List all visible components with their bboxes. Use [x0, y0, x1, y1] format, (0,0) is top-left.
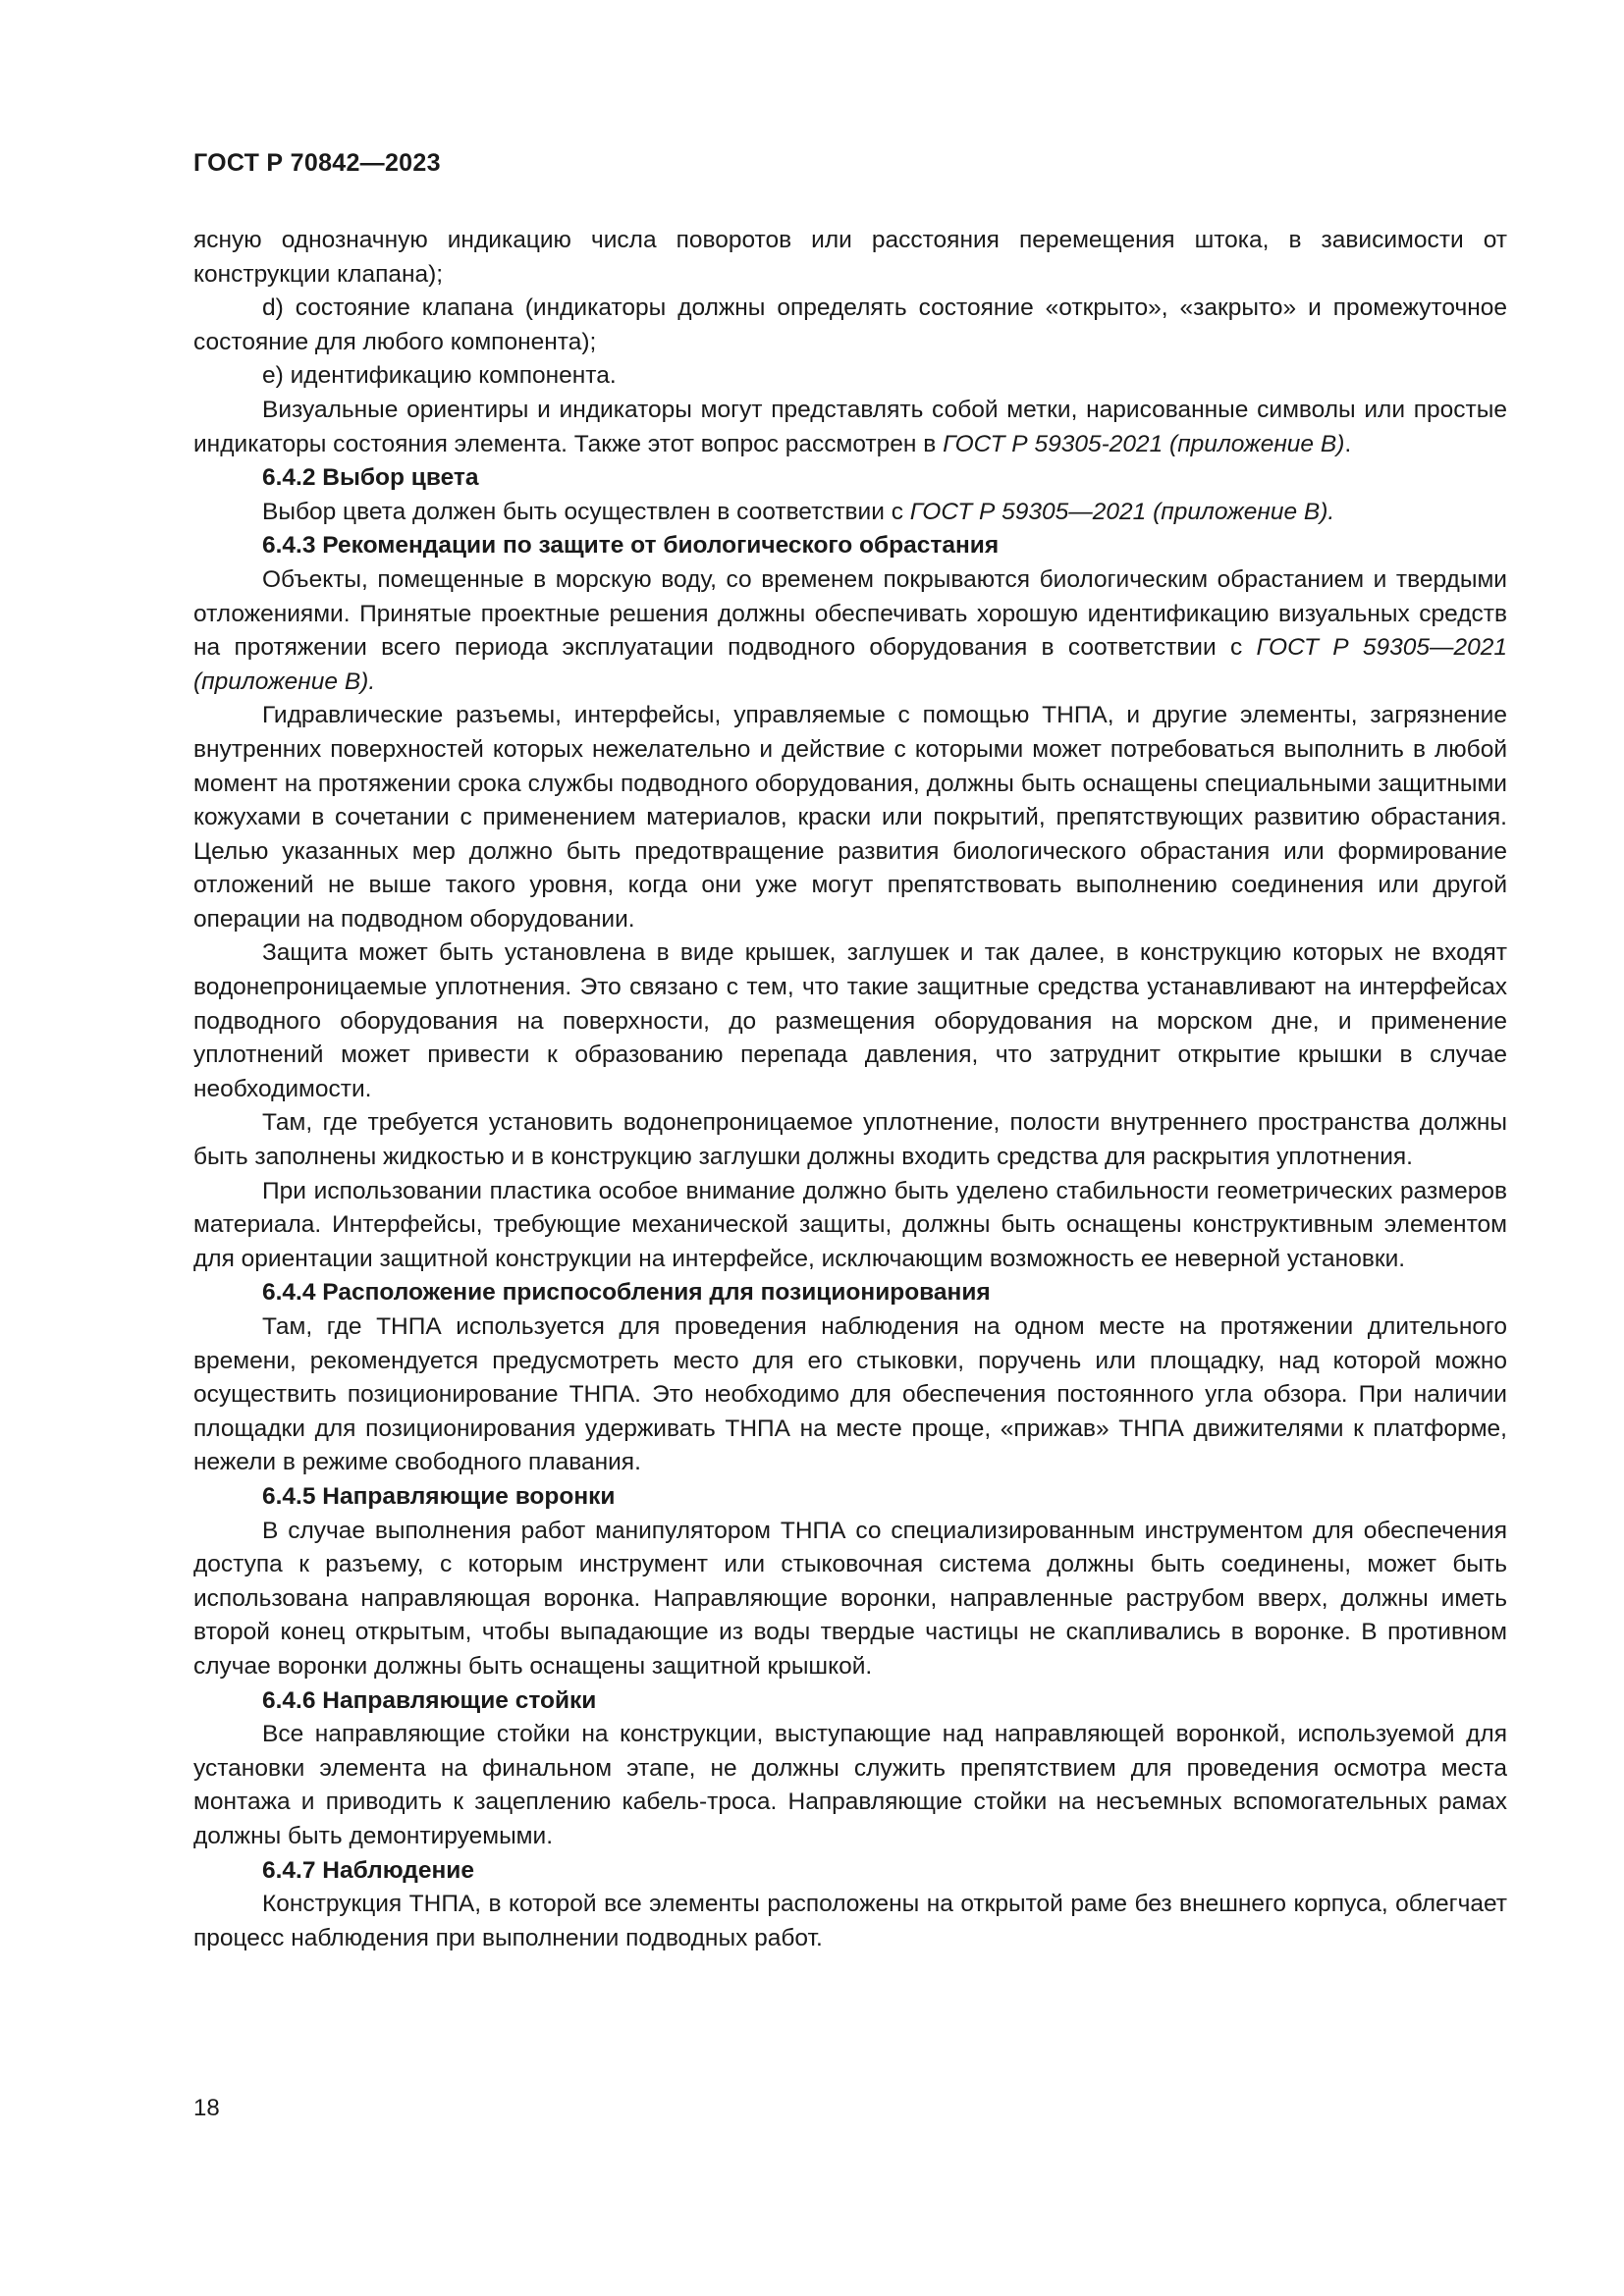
paragraph: Конструкция ТНПА, в которой все элементы расположены на открытой раме без внешнего корпуса, облегчает процесс наблюдения при выполнении подводных работ.: [193, 1891, 1507, 1951]
paragraph-text: .: [1344, 430, 1352, 457]
paragraph: [193, 496, 1507, 530]
paragraph-text: Визуальные ориентиры и индикаторы могут представлять собой метки, нарисованные символы или простые индикаторы состояния элемента. Также этот вопрос рассмотрен в: [193, 396, 1507, 457]
paragraph: Там, где требуется установить водонепроницаемое уплотнение, полости внутреннего пространства должны быть заполнены жидкостью и в конструкцию заглушки должны входить средства для раскрытия уплотнения.: [193, 1109, 1507, 1171]
section-heading-6-4-4: 6.4.4 Расположение приспособления для позиционирования: [262, 1279, 991, 1307]
standard-code-header: ГОСТ Р 70842—2023: [193, 149, 441, 177]
standard-reference: ГОСТ Р 59305-2021 (приложение В): [943, 430, 1345, 457]
paragraph: [193, 563, 1507, 699]
paragraph: В случае выполнения работ манипулятором ТНПА со специализированным инструментом для обеспечения доступа к разъему, с которым инструмент или стыковочная система должны быть соединены, может быть использована направляющая воронка. Направляющие воронки, направленные раструбом вверх, должны иметь второй конец открытым, чтобы выпадающие из воды твердые частицы не скапливались в воронке. В противном случае воронки должны быть оснащены защитной крышкой.: [193, 1517, 1507, 1680]
section-heading-6-4-7: 6.4.7 Наблюдение: [262, 1856, 474, 1884]
paragraph: При использовании пластика особое внимание должно быть уделено стабильности геометрических размеров материала. Интерфейсы, требующие механической защиты, должны быть оснащены конструктивным элементом для ориентации защитной конструкции на интерфейсе, исключающим возможность ее неверной установки.: [193, 1177, 1507, 1272]
list-item-d: d) состояние клапана (индикаторы должны определять состояние «открыто», «закрыто» и промежуточное состояние для любого компонента);: [193, 294, 1507, 355]
section-heading-6-4-2: 6.4.2 Выбор цвета: [262, 464, 479, 492]
list-item-e: e) идентификацию компонента.: [262, 362, 617, 390]
section-heading-6-4-6: 6.4.6 Направляющие стойки: [262, 1686, 597, 1714]
paragraph-text: Объекты, помещенные в морскую воду, со временем покрываются биологическим обрастанием и твердыми отложениями. Принятые проектные решения должны обеспечивать хорошую идентификацию визуальных средств на протяжении всего периода эксплуатации подводного оборудования в соответствии с: [193, 565, 1507, 662]
paragraph-text: Выбор цвета должен быть осуществлен в соответствии с: [262, 498, 910, 525]
page-number: 18: [193, 2095, 220, 2121]
document-body: [193, 224, 1507, 1955]
paragraph: [193, 394, 1507, 461]
standard-reference: ГОСТ Р 59305—2021 (приложение В).: [909, 498, 1335, 525]
paragraph: Все направляющие стойки на конструкции, выступающие над направляющей воронкой, используемой для установки элемента на финальном этапе, не должны служить препятствием для проведения осмотра места монтажа и приводить к зацеплению кабель-троса. Направляющие стойки на несъемных вспомогательных рамах должны быть демонтируемыми.: [193, 1721, 1507, 1849]
section-heading-6-4-3: 6.4.3 Рекомендации по защите от биологического обрастания: [262, 532, 1000, 560]
standard-reference: ГОСТ Р 59305—2021 (приложение В).: [193, 634, 1507, 695]
paragraph: ясную однозначную индикацию числа поворотов или расстояния перемещения штока, в зависимости от конструкции клапана);: [193, 227, 1507, 288]
paragraph: Там, где ТНПА используется для проведения наблюдения на одном месте на протяжении длительного времени, рекомендуется предусмотреть место для его стыковки, поручень или площадку, над которой можно осуществить позиционирование ТНПА. Это необходимо для обеспечения постоянного угла обзора. При наличии площадки для позиционирования удерживать ТНПА на месте проще, «прижав» ТНПА движителями к платформе, нежели в режиме свободного плавания.: [193, 1313, 1507, 1476]
paragraph: Гидравлические разъемы, интерфейсы, управляемые с помощью ТНПА, и другие элементы, загрязнение внутренних поверхностей которых нежелательно и действие с которыми может потребоваться выполнить в любой момент на протяжении срока службы подводного оборудования, должны быть оснащены специальными защитными кожухами в сочетании с применением материалов, краски или покрытий, препятствующих развитию обрастания. Целью указанных мер должно быть предотвращение развития биологического обрастания или формирование отложений не выше такого уровня, когда они уже могут препятствовать выполнению соединения или другой операции на подводном оборудовании.: [193, 702, 1507, 933]
paragraph: Защита может быть установлена в виде крышек, заглушек и так далее, в конструкцию которых не входят водонепроницаемые уплотнения. Это связано с тем, что такие защитные средства устанавливают на интерфейсах подводного оборудования на поверхности, до размещения оборудования на морском дне, и применение уплотнений может привести к образованию перепада давления, что затруднит открытие крышки в случае необходимости.: [193, 939, 1507, 1102]
section-heading-6-4-5: 6.4.5 Направляющие воронки: [262, 1482, 616, 1510]
